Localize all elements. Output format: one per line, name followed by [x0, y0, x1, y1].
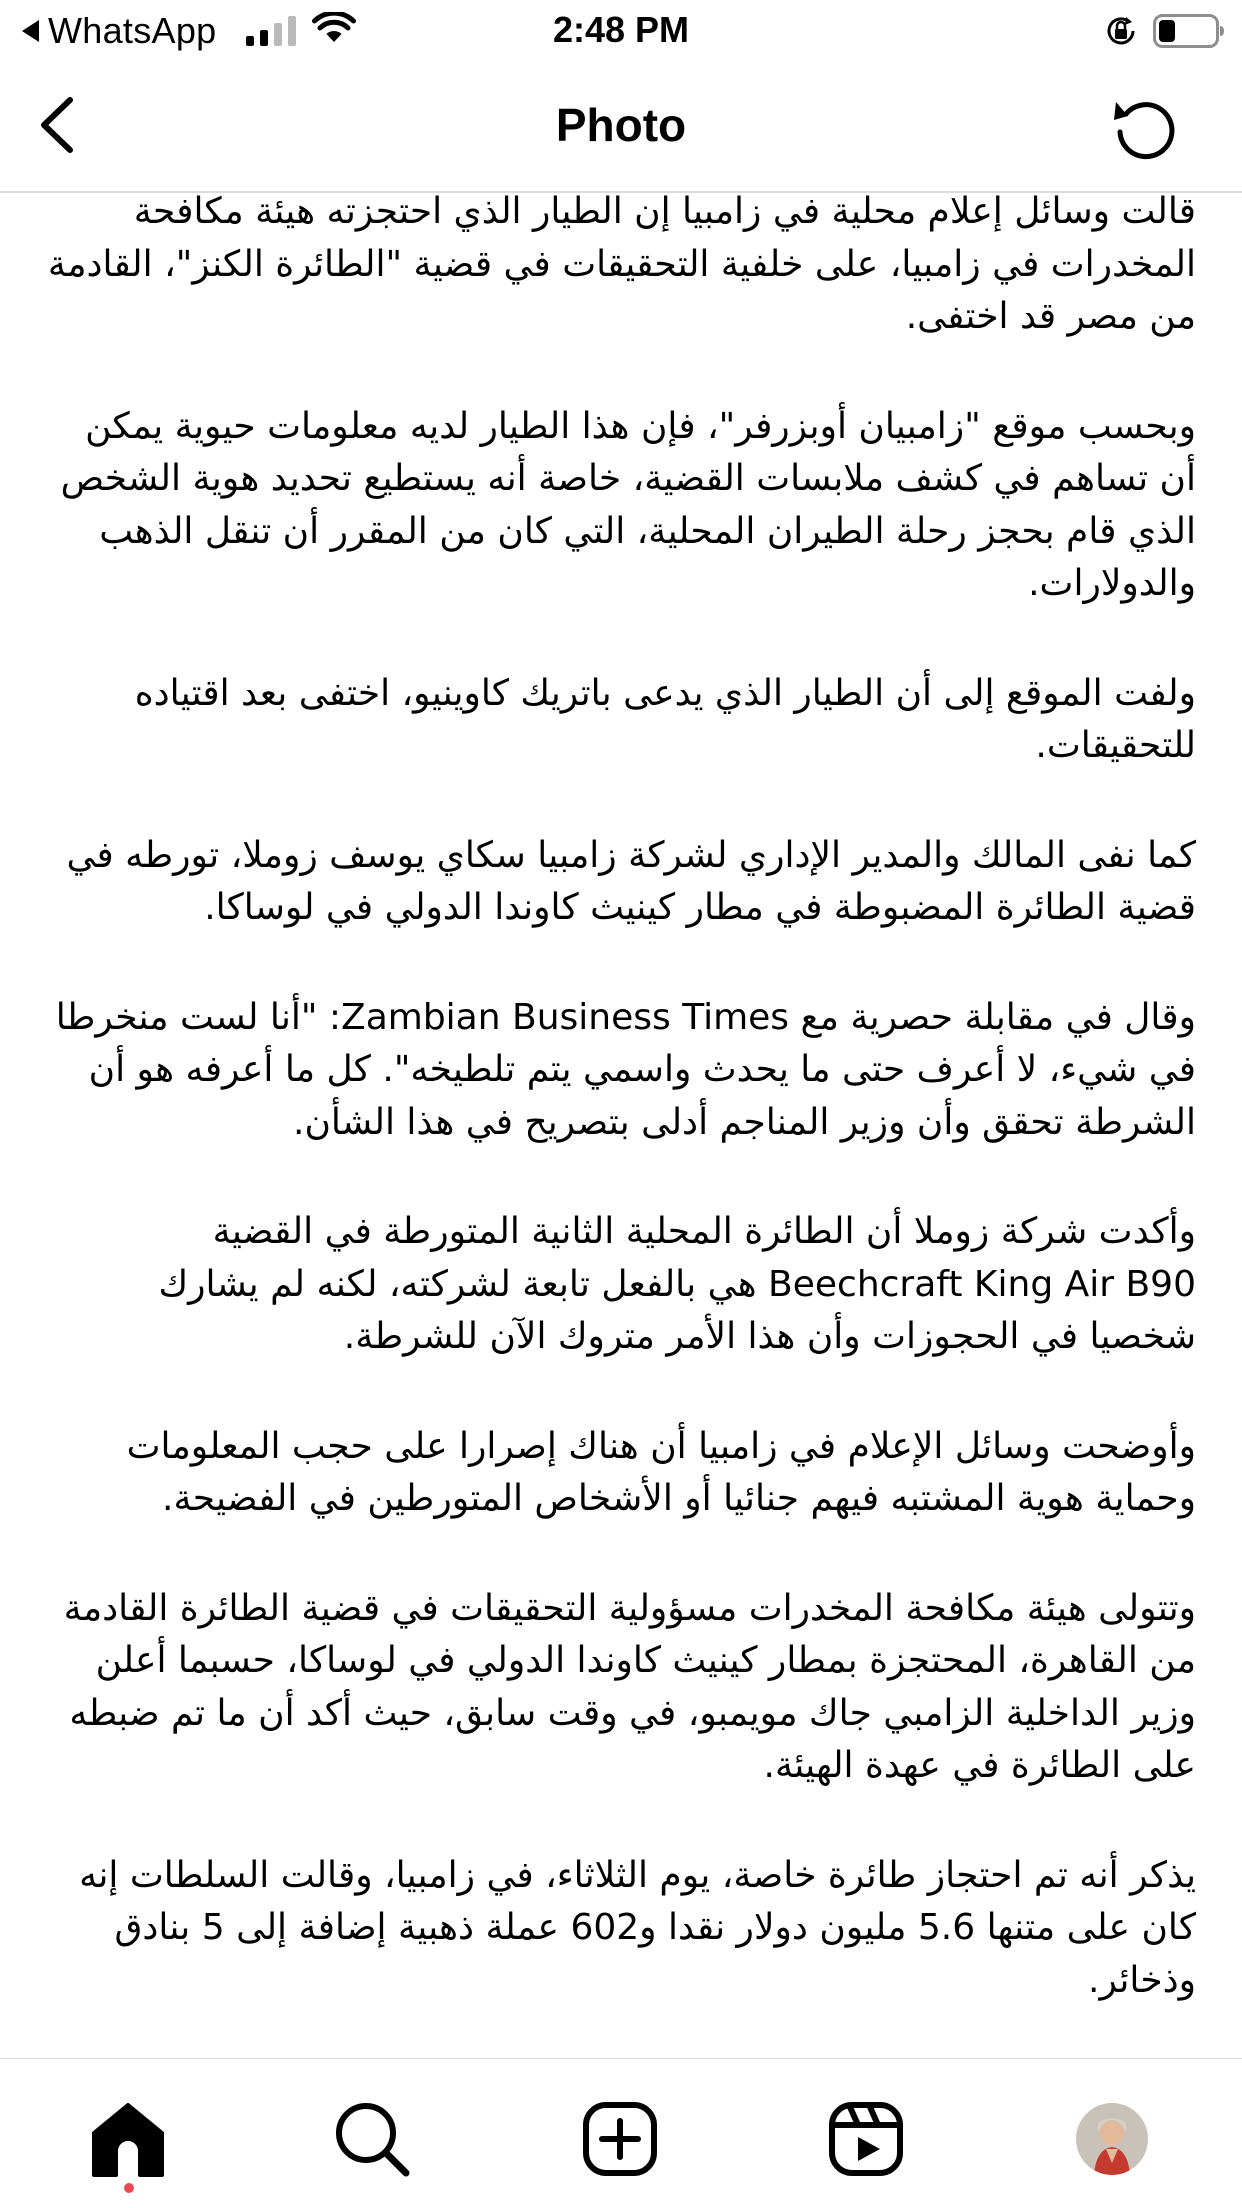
battery-icon — [1153, 14, 1225, 48]
status-bar — [0, 0, 1242, 62]
article-paragraph: وتتولى هيئة مكافحة المخدرات مسؤولية التحقيقات في قضية الطائرة القادمة من القاهرة، المحتجزة بمطار كينيث كاوندا الدولي في لوساكا، حسبما أعلن وزير الداخلية الزامبي جاك مويمبو، في وقت سابق، حيث أكد أن ما تم ضبطه على الطائرة في عهدة الهيئة. — [63, 1587, 1196, 1786]
refresh-icon[interactable] — [1108, 90, 1180, 162]
article-body — [46, 186, 1196, 2056]
create-icon — [580, 2099, 660, 2179]
page-title: Photo — [555, 99, 687, 151]
article-paragraph: وقال في مقابلة حصرية مع Zambian Business Times: "أنا لست منخرطا في شيء، لا أعرف حتى ما يحدث واسمي يتم تلطيخه". كل ما أعرفه هو أن الشرطة تحقق وأن وزير المناجم أدلى بتصريح في هذا الشأن. — [55, 996, 1196, 1143]
tab-reels[interactable] — [826, 2099, 906, 2179]
home-icon — [88, 2099, 168, 2179]
tab-home[interactable] — [88, 2099, 168, 2179]
signal-icon — [246, 16, 298, 46]
back-triangle-icon — [22, 20, 39, 42]
reels-icon — [826, 2099, 906, 2179]
tab-bar — [0, 2058, 1242, 2208]
tab-profile[interactable] — [1072, 2099, 1152, 2179]
orientation-lock-icon — [1104, 14, 1138, 48]
tab-create[interactable] — [580, 2099, 660, 2179]
wifi-icon — [312, 12, 356, 46]
article-paragraph: وأكدت شركة زوملا أن الطائرة المحلية الثانية المتورطة في القضية Beechcraft King Air B90 هي بالفعل تابعة لشركته، لكنه لم يشارك شخصيا في الحجوزات وأن هذا الأمر متروك الآن للشرطة. — [158, 1211, 1196, 1357]
back-app-name: WhatsApp — [48, 10, 217, 51]
article-paragraph: وأوضحت وسائل الإعلام في زامبيا أن هناك إصرارا على حجب المعلومات وحماية هوية المشتبه فيهم جنائيا أو الأشخاص المتورطين في الفضيحة. — [126, 1425, 1196, 1519]
back-to-app-link[interactable] — [22, 10, 217, 51]
article-paragraph: قالت وسائل إعلام محلية في زامبيا إن الطيار الذي احتجزته هيئة مكافحة المخدرات في زامبيا، على خلفية التحقيقات في قضية "الطائرة الكنز"، القادمة من مصر قد اختفى. — [47, 191, 1196, 337]
notification-dot — [124, 2183, 134, 2193]
status-time: 2:48 PM — [552, 9, 690, 50]
article-paragraph: كما نفى المالك والمدير الإداري لشركة زامبيا سكاي يوسف زوملا، تورطه في قضية الطائرة المضبوطة في مطار كينيث كاوندا الدولي في لوساكا. — [66, 834, 1196, 928]
nav-bar — [0, 62, 1242, 193]
article-paragraph: ولفت الموقع إلى أن الطيار الذي يدعى باتريك كاوينيو، اختفى بعد اقتياده للتحقيقات. — [134, 672, 1196, 766]
article-paragraph: يذكر أنه تم احتجاز طائرة خاصة، يوم الثلاثاء، في زامبيا، وقالت السلطات إنه كان على متنها 5.6 مليون دولار نقدا و602 عملة ذهبية إضافة إلى 5 بنادق وذخائر. — [79, 1854, 1196, 2001]
article-paragraph: وبحسب موقع "زامبيان أوبزرفر"، فإن هذا الطيار لديه معلومات حيوية يمكن أن تساهم في كشف ملابسات القضية، خاصة أنه يستطيع تحديد هوية الشخص الذي قام بحجز رحلة الطيران المحلية، التي كان من المقرر أن تنقل الذهب والدولارات. — [60, 405, 1196, 604]
chevron-left-icon[interactable] — [32, 92, 82, 158]
profile-avatar — [1076, 2103, 1148, 2175]
tab-search[interactable] — [332, 2099, 412, 2179]
search-icon — [332, 2099, 412, 2179]
